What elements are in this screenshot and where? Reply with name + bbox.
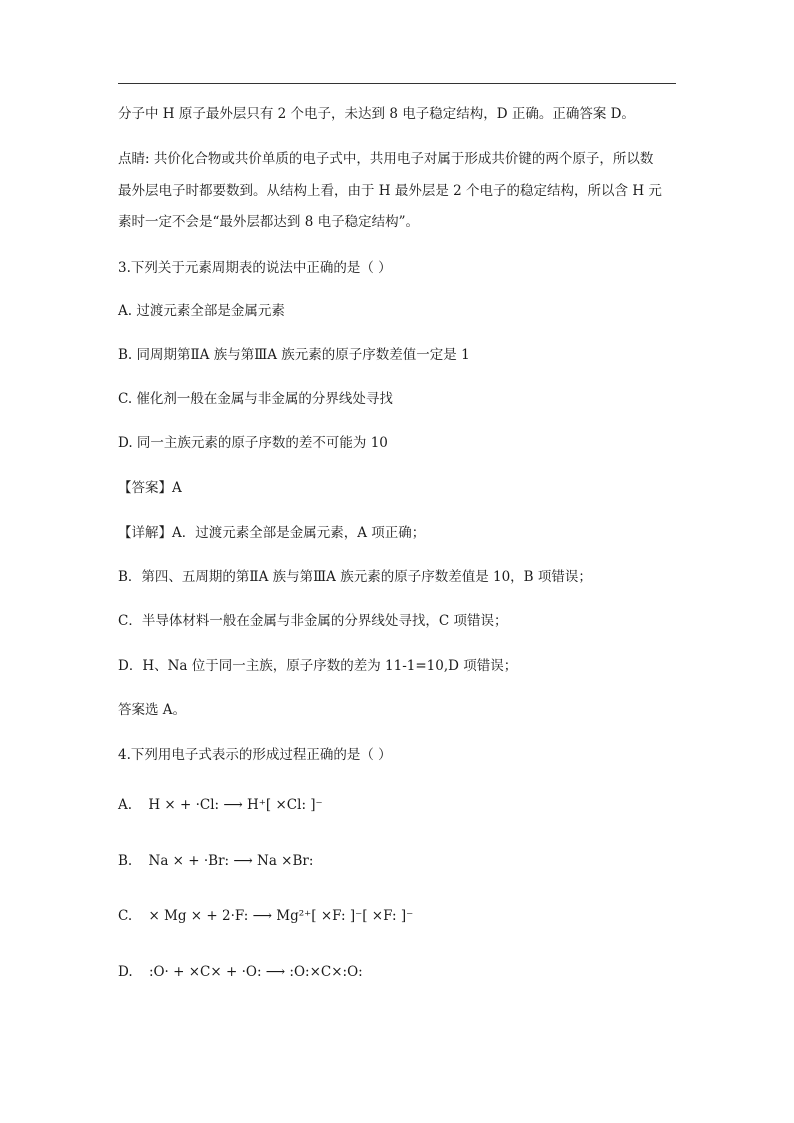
question-3-explanation-a: 【详解】A．过渡元素全部是金属元素，A 项正确； — [118, 525, 426, 541]
question-3-conclusion: 答案选 A。 — [118, 702, 187, 718]
tip-line-2: 最外层电子时都要数到。从结构上看，由于 H 最外层是 2 个电子的稳定结构，所以含 H 元 — [118, 183, 662, 199]
header-rule — [118, 83, 676, 84]
option-label: C. — [118, 908, 133, 924]
electron-formula: H × + ·Cl: ⟶ H⁺[ ×Cl: ]⁻ — [148, 797, 323, 813]
question-3-explanation-c: C．半导体材料一般在金属与非金属的分界线处寻找，C 项错误； — [118, 613, 508, 629]
question-4-option-d — [118, 963, 718, 981]
question-4-option-b — [118, 852, 718, 870]
question-4-option-a — [118, 796, 718, 814]
question-4-stem: 4.下列用电子式表示的形成过程正确的是（ ） — [118, 747, 392, 763]
question-3-stem: 3.下列关于元素周期表的说法中正确的是（ ） — [118, 260, 392, 276]
electron-formula: Na × + ·Br: ⟶ Na ×Br: — [148, 853, 314, 869]
question-3-explanation-d: D．H、Na 位于同一主族，原子序数的差为 11-1=10,D 项错误； — [118, 658, 518, 674]
electron-formula: :O· + ×C× + ·O: ⟶ :O:×C×:O: — [148, 964, 363, 980]
tip-line-3: 素时一定不会是“最外层都达到 8 电子稳定结构”。 — [118, 214, 419, 230]
question-3-option-c: C. 催化剂一般在金属与非金属的分界线处寻找 — [118, 391, 393, 407]
question-3-option-b: B. 同周期第ⅡA 族与第ⅢA 族元素的原子序数差值一定是 1 — [118, 347, 470, 363]
option-label: B. — [118, 853, 133, 869]
question-3-option-a: A. 过渡元素全部是金属元素 — [118, 303, 285, 319]
electron-formula: × Mg × + 2·F: ⟶ Mg²⁺[ ×F: ]⁻[ ×F: ]⁻ — [148, 908, 414, 924]
option-label: D. — [118, 964, 133, 980]
option-label: A. — [118, 797, 133, 813]
question-3-option-d: D. 同一主族元素的原子序数的差不可能为 10 — [118, 435, 388, 451]
question-3-explanation-b: B．第四、五周期的第ⅡA 族与第ⅢA 族元素的原子序数差值是 10，B 项错误； — [118, 569, 592, 585]
tip-line-1: 点睛: 共价化合物或共价单质的电子式中，共用电子对属于形成共价键的两个原子，所以数 — [118, 151, 654, 167]
continuation-text: 分子中 H 原子最外层只有 2 个电子，未达到 8 电子稳定结构，D 正确。正确答案 D。 — [118, 106, 635, 122]
question-4-option-c — [118, 907, 718, 925]
question-3-answer: 【答案】A — [118, 480, 182, 496]
